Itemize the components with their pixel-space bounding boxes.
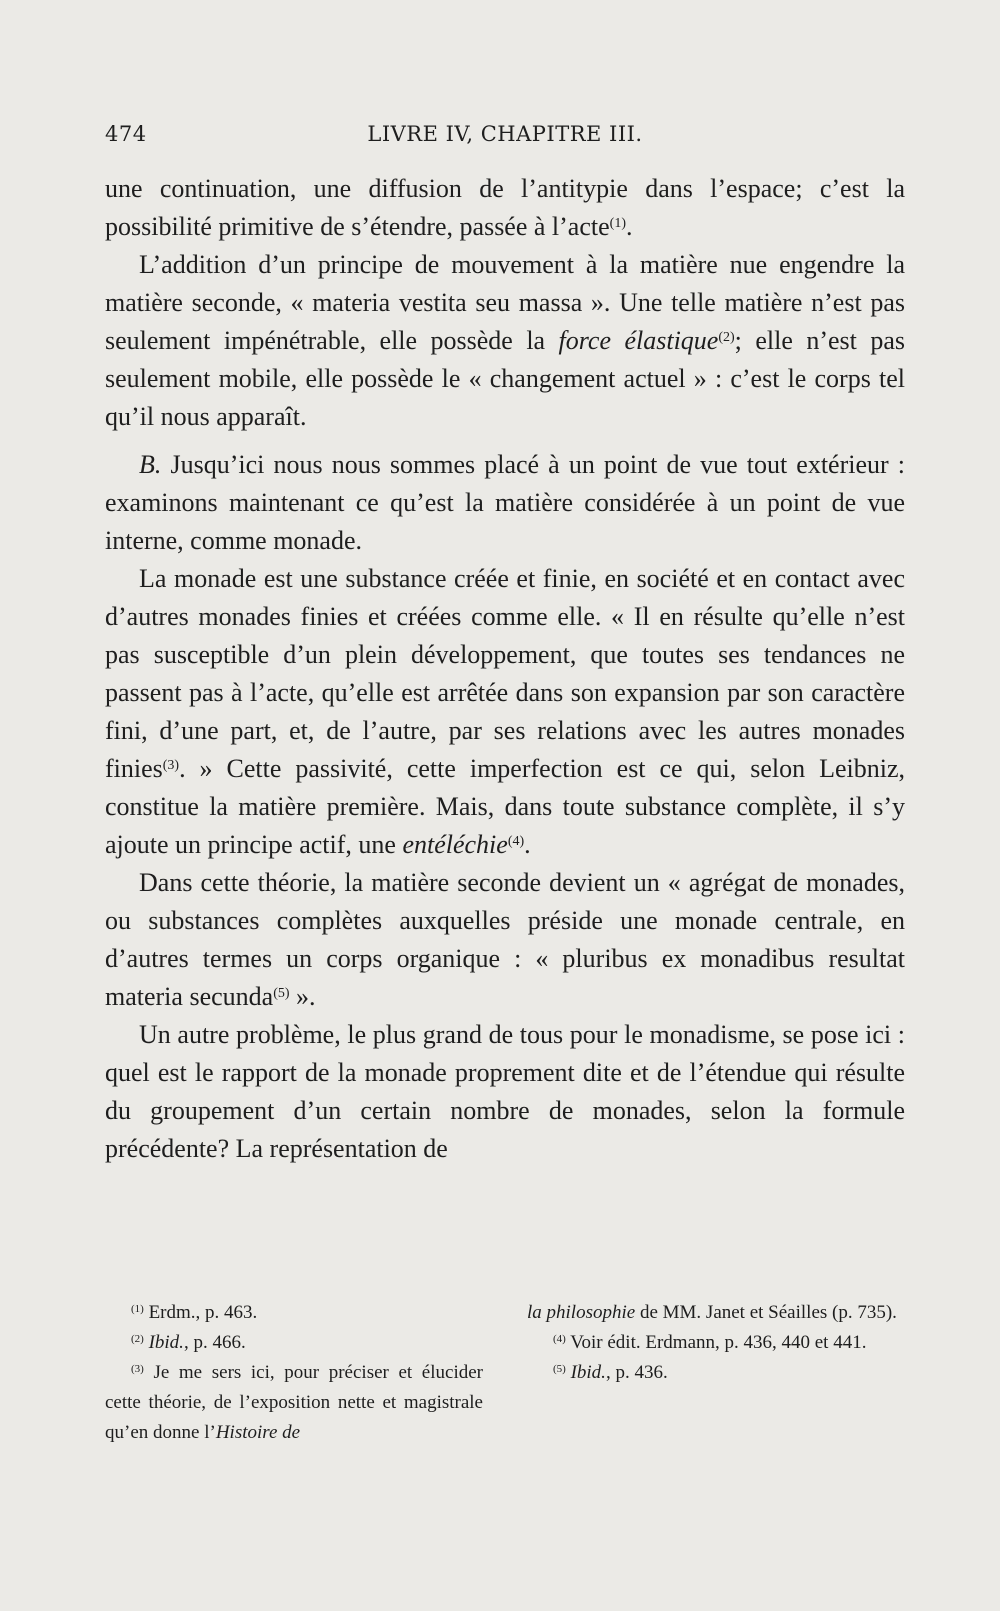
footnote [105,1358,483,1448]
paragraph [105,246,905,436]
page-header [105,122,905,152]
italic-text: la philosophie [527,1302,636,1323]
text-run: Erdm., p. 463. [143,1302,258,1323]
paragraph [105,1016,905,1168]
text-run: . [625,212,633,241]
footnote-marker: (5) [553,1363,566,1375]
footnote-marker: (4) [507,834,525,849]
page-number: 474 [105,122,147,146]
footnote-marker: (3) [162,758,180,773]
footnote-marker: (2) [718,330,735,345]
footnote-marker: (4) [553,1333,566,1345]
footnote [527,1358,905,1388]
italic-text: force élastique [558,326,719,355]
footnotes [105,1298,905,1448]
text-run: L’addition d’un principe de mouvement à la matière nue engendre la matière seconde, « materia vestita seu massa ». Une telle matière n’est pas seulement impénétrable, elle possède la [105,250,905,355]
footnote [527,1328,905,1358]
footnote [105,1298,483,1328]
footnote-marker: (2) [131,1333,144,1345]
text-run: Jusqu’ici nous nous sommes placé à un point de vue tout extérieur : examinons maintenant ce qu’est la matière considérée à un point de vue interne, comme monade. [105,450,905,555]
footnotes-left-column [105,1298,483,1448]
text-run: . » Cette passivité, cette imperfection est ce qui, selon Leibniz, constitue la matière première. Mais, dans toute substance complète, il s’y ajoute un principe actif, une [105,754,905,859]
text-run: ». [289,982,316,1011]
footnote-marker: (1) [131,1303,144,1315]
text-run: , p. 466. [183,1332,246,1353]
italic-text: B. [139,450,162,479]
footnote [105,1328,483,1358]
footnote-marker: (1) [609,216,626,231]
text-run: de MM. Janet et Séailles (p. 735). [635,1302,897,1323]
footnotes-right-column [527,1298,905,1448]
italic-text: Ibid. [570,1362,606,1383]
footnote-continuation [527,1298,905,1328]
italic-text: entéléchie [402,830,508,859]
text-run: . [524,830,531,859]
text-run: une continuation, une diffusion de l’antitypie dans l’espace; c’est la possibilité primitive de s’étendre, passée à l’acte [105,174,905,241]
italic-text: Histoire de [215,1422,301,1443]
paragraph [105,560,905,864]
text-run: Dans cette théorie, la matière seconde devient un « agrégat de monades, ou substances complètes auxquelles préside une monade centrale, en d’autres termes un corps organique : « pluribus ex monadibus resultat materia secunda [105,868,905,1011]
main-text [105,170,905,1168]
footnote-marker: (3) [131,1363,144,1375]
text-run: Un autre problème, le plus grand de tous pour le monadisme, se pose ici : quel est le rapport de la monade proprement dite et de l’étendue qui résulte du groupement d’un certain nombre de monades, selon la formule précédente? La représentation de [105,1020,905,1163]
text-run: Voir édit. Erdmann, p. 436, 440 et 441. [565,1332,867,1353]
paragraph [105,864,905,1016]
paragraph [105,446,905,560]
paragraph [105,170,905,246]
text-run: Je me sers ici, pour préciser et élucider cette théorie, de l’exposition nette et magistrale qu’en donne l’ [105,1362,483,1443]
text-run: , p. 436. [605,1362,668,1383]
text-run: ; elle n’est pas seulement mobile, elle possède le « changement actuel » : c’est le corps tel qu’il nous apparaît. [105,326,906,431]
text-run: La monade est une substance créée et finie, en société et en contact avec d’autres monades finies et créées comme elle. « Il en résulte qu’elle n’est pas susceptible d’un plein développement, que toutes ses tendances ne passent pas à l’acte, qu’elle est arrêtée dans son expansion par son caractère fini, d’une part, et, de l’autre, par ses relations avec les autres monades finies [105,564,905,783]
running-title: LIVRE IV, CHAPITRE III. [367,122,643,146]
footnote-marker: (5) [273,986,290,1001]
italic-text: Ibid. [148,1332,184,1353]
